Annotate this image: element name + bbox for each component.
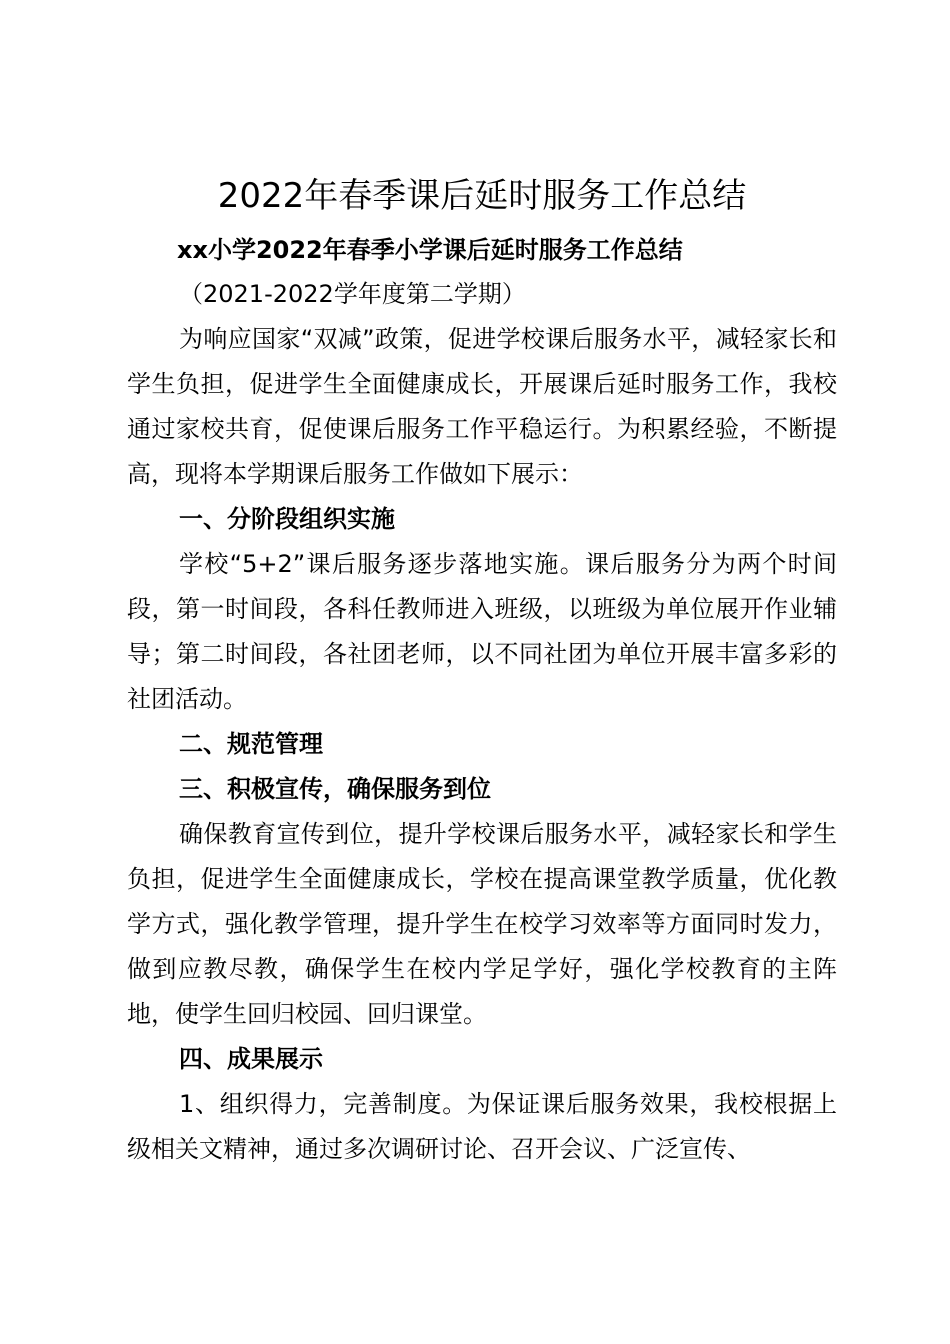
document-subtitle: xx小学2022年春季小学课后延时服务工作总结 xyxy=(177,236,683,264)
section-body-1: 学校“5+2”课后服务逐步落地实施。课后服务分为两个时间段，第一时间段，各科任教师进入班级，以班级为单位展开作业辅导；第二时间段，各社团老师，以不同社团为单位开展丰富多彩的社团活动。 xyxy=(127,550,837,713)
section-heading-3: 三、积极宣传，确保服务到位 xyxy=(179,775,491,803)
section-body-3: 确保教育宣传到位，提升学校课后服务水平，减轻家长和学生负担，促进学生全面健康成长，学校在提高课堂教学质量，优化教学方式，强化教学管理，提升学生在校学习效率等方面同时发力，做到应教尽教，确保学生在校内学足学好，强化学校教育的主阵地，使学生回归校园、回归课堂。 xyxy=(127,820,837,1028)
section-heading-1: 一、分阶段组织实施 xyxy=(179,505,395,533)
term-note: （2021-2022学年度第二学期） xyxy=(179,280,526,308)
section-body-4: 1、组织得力，完善制度。为保证课后服务效果，我校根据上级相关文精神，通过多次调研讨论、召开会议、广泛宣传、 xyxy=(127,1090,837,1163)
section-heading-4: 四、成果展示 xyxy=(179,1045,323,1073)
document-title: 2022年春季课后延时服务工作总结 xyxy=(217,176,747,216)
document-page xyxy=(127,170,837,1172)
intro-paragraph: 为响应国家“双减”政策，促进学校课后服务水平，减轻家长和学生负担，促进学生全面健康成长，开展课后延时服务工作，我校通过家校共育，促使课后服务工作平稳运行。为积累经验，不断提高，现将本学期课后服务工作做如下展示： xyxy=(127,325,837,488)
section-heading-2: 二、规范管理 xyxy=(179,730,323,758)
